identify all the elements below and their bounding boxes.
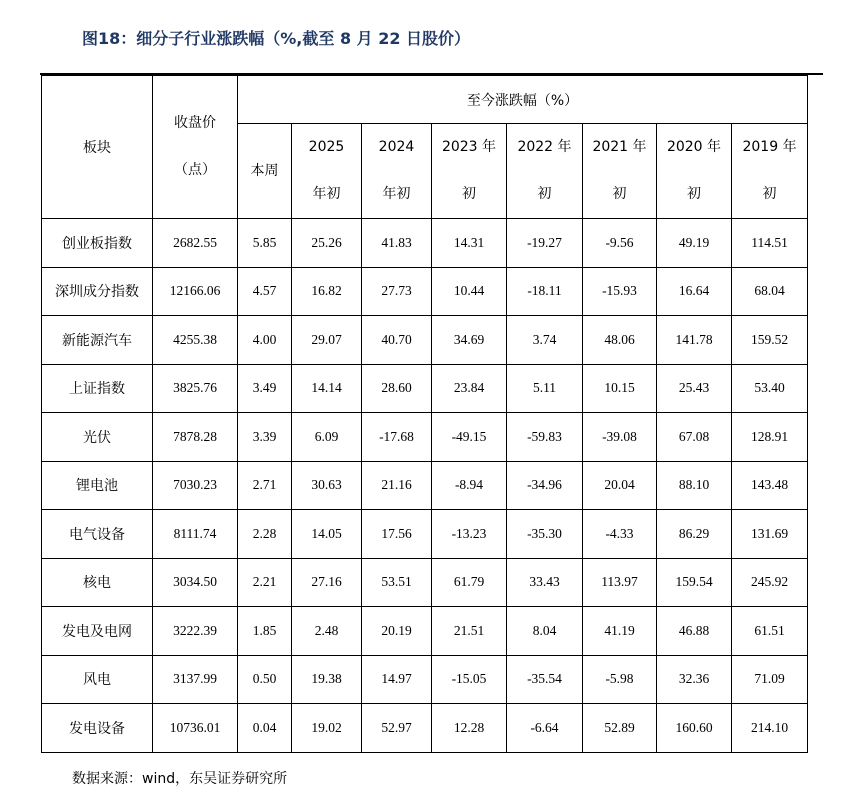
change-value: 41.83 xyxy=(362,219,432,268)
sector-performance-table xyxy=(41,75,808,753)
header-close-line2: （点） xyxy=(174,162,216,178)
change-value: 40.70 xyxy=(362,316,432,365)
change-value: 4.57 xyxy=(238,267,292,316)
header-period-4 xyxy=(507,124,583,219)
header-period-line2: 初 xyxy=(612,186,627,202)
table-row xyxy=(42,607,808,656)
header-close-line1: 收盘价 xyxy=(174,115,216,131)
change-value: 23.84 xyxy=(432,364,507,413)
table-row xyxy=(42,510,808,559)
change-value: 6.09 xyxy=(292,413,362,462)
header-period-3 xyxy=(432,124,507,219)
header-period-line1: 2025 xyxy=(308,139,345,155)
header-period-line1: 2019 年 xyxy=(742,139,797,155)
sector-name: 新能源汽车 xyxy=(42,316,153,365)
close-value: 12166.06 xyxy=(153,267,238,316)
change-value: 17.56 xyxy=(362,510,432,559)
change-value: 128.91 xyxy=(732,413,808,462)
change-value: 113.97 xyxy=(583,558,657,607)
sector-name: 上证指数 xyxy=(42,364,153,413)
close-value: 3825.76 xyxy=(153,364,238,413)
change-value: -39.08 xyxy=(583,413,657,462)
change-value: 159.52 xyxy=(732,316,808,365)
header-period-5 xyxy=(583,124,657,219)
change-value: -15.05 xyxy=(432,655,507,704)
change-value: -6.64 xyxy=(507,704,583,753)
change-value: 10.44 xyxy=(432,267,507,316)
change-value: -13.23 xyxy=(432,510,507,559)
close-value: 3137.99 xyxy=(153,655,238,704)
change-value: 5.11 xyxy=(507,364,583,413)
header-period-2 xyxy=(362,124,432,219)
change-value: 3.39 xyxy=(238,413,292,462)
change-value: 86.29 xyxy=(657,510,732,559)
change-value: 41.19 xyxy=(583,607,657,656)
close-value: 3034.50 xyxy=(153,558,238,607)
change-value: 67.08 xyxy=(657,413,732,462)
change-value: 10.15 xyxy=(583,364,657,413)
header-period-line1: 本周 xyxy=(250,163,279,179)
header-period-line2: 初 xyxy=(462,186,476,202)
sector-name: 发电及电网 xyxy=(42,607,153,656)
change-value: 143.48 xyxy=(732,461,808,510)
sector-name: 创业板指数 xyxy=(42,219,153,268)
change-value: 16.82 xyxy=(292,267,362,316)
change-value: 8.04 xyxy=(507,607,583,656)
change-value: 12.28 xyxy=(432,704,507,753)
sector-name: 电气设备 xyxy=(42,510,153,559)
change-value: 46.88 xyxy=(657,607,732,656)
table-row xyxy=(42,316,808,365)
close-value: 4255.38 xyxy=(153,316,238,365)
change-value: 21.51 xyxy=(432,607,507,656)
source-note: 数据来源：wind，东吴证券研究所 xyxy=(72,771,288,787)
change-value: 20.04 xyxy=(583,461,657,510)
change-value: -49.15 xyxy=(432,413,507,462)
change-value: 19.38 xyxy=(292,655,362,704)
header-period-line2: 初 xyxy=(537,186,552,202)
table-row xyxy=(42,219,808,268)
change-value: 131.69 xyxy=(732,510,808,559)
change-value: 2.48 xyxy=(292,607,362,656)
change-value: 53.51 xyxy=(362,558,432,607)
change-value: 21.16 xyxy=(362,461,432,510)
change-value: 159.54 xyxy=(657,558,732,607)
change-value: 245.92 xyxy=(732,558,808,607)
change-value: 49.19 xyxy=(657,219,732,268)
header-period-line2: 年初 xyxy=(312,186,341,202)
change-value: 114.51 xyxy=(732,219,808,268)
change-value: 141.78 xyxy=(657,316,732,365)
change-value: 19.02 xyxy=(292,704,362,753)
change-value: 160.60 xyxy=(657,704,732,753)
change-value: 14.05 xyxy=(292,510,362,559)
change-value: 61.79 xyxy=(432,558,507,607)
change-value: 20.19 xyxy=(362,607,432,656)
change-value: -34.96 xyxy=(507,461,583,510)
table-row xyxy=(42,461,808,510)
change-value: 52.89 xyxy=(583,704,657,753)
figure-title: 图18：细分子行业涨跌幅（%,截至 8 月 22 日股价） xyxy=(82,29,471,48)
change-value: 34.69 xyxy=(432,316,507,365)
change-value: 48.06 xyxy=(583,316,657,365)
change-value: 0.50 xyxy=(238,655,292,704)
sector-name: 锂电池 xyxy=(42,461,153,510)
change-value: 28.60 xyxy=(362,364,432,413)
change-value: 214.10 xyxy=(732,704,808,753)
header-period-line2: 初 xyxy=(762,186,777,202)
header-period-6 xyxy=(657,124,732,219)
sector-name: 光伏 xyxy=(42,413,153,462)
header-period-line2: 初 xyxy=(687,186,701,202)
table-row xyxy=(42,655,808,704)
header-period-line1: 2020 年 xyxy=(666,139,722,155)
change-value: 2.71 xyxy=(238,461,292,510)
change-value: -19.27 xyxy=(507,219,583,268)
change-value: 14.31 xyxy=(432,219,507,268)
change-value: 3.74 xyxy=(507,316,583,365)
close-value: 7030.23 xyxy=(153,461,238,510)
change-value: 3.49 xyxy=(238,364,292,413)
change-value: 1.85 xyxy=(238,607,292,656)
table-row xyxy=(42,413,808,462)
header-period-line1: 2022 年 xyxy=(517,139,572,155)
close-value: 7878.28 xyxy=(153,413,238,462)
change-value: 52.97 xyxy=(362,704,432,753)
table-row xyxy=(42,267,808,316)
change-value: 71.09 xyxy=(732,655,808,704)
change-value: -5.98 xyxy=(583,655,657,704)
header-period-line1: 2024 xyxy=(378,139,415,155)
close-value: 3222.39 xyxy=(153,607,238,656)
change-value: 2.21 xyxy=(238,558,292,607)
header-sector: 板块 xyxy=(42,76,153,219)
change-value: 25.26 xyxy=(292,219,362,268)
header-period-7 xyxy=(732,124,808,219)
change-value: -35.54 xyxy=(507,655,583,704)
change-value: 53.40 xyxy=(732,364,808,413)
change-value: 32.36 xyxy=(657,655,732,704)
change-value: 27.73 xyxy=(362,267,432,316)
header-period-1 xyxy=(292,124,362,219)
change-value: 5.85 xyxy=(238,219,292,268)
change-value: 14.97 xyxy=(362,655,432,704)
header-period-line2: 年初 xyxy=(382,186,411,202)
sector-name: 核电 xyxy=(42,558,153,607)
change-value: -15.93 xyxy=(583,267,657,316)
table-row xyxy=(42,704,808,753)
change-value: 30.63 xyxy=(292,461,362,510)
change-value: 29.07 xyxy=(292,316,362,365)
change-value: 0.04 xyxy=(238,704,292,753)
header-close xyxy=(153,76,238,219)
change-value: -9.56 xyxy=(583,219,657,268)
close-value: 10736.01 xyxy=(153,704,238,753)
change-value: -59.83 xyxy=(507,413,583,462)
change-value: 27.16 xyxy=(292,558,362,607)
header-period-line1: 2023 年 xyxy=(441,139,497,155)
close-value: 8111.74 xyxy=(153,510,238,559)
sector-name: 深圳成分指数 xyxy=(42,267,153,316)
change-value: 14.14 xyxy=(292,364,362,413)
table-row xyxy=(42,558,808,607)
change-value: 68.04 xyxy=(732,267,808,316)
change-value: -8.94 xyxy=(432,461,507,510)
change-value: -4.33 xyxy=(583,510,657,559)
change-value: -18.11 xyxy=(507,267,583,316)
change-value: 2.28 xyxy=(238,510,292,559)
change-value: 16.64 xyxy=(657,267,732,316)
change-value: 88.10 xyxy=(657,461,732,510)
sector-name: 风电 xyxy=(42,655,153,704)
change-value: 33.43 xyxy=(507,558,583,607)
table-row xyxy=(42,364,808,413)
header-change-group: 至今涨跌幅（%） xyxy=(238,76,808,124)
change-value: 25.43 xyxy=(657,364,732,413)
close-value: 2682.55 xyxy=(153,219,238,268)
header-period-line1: 2021 年 xyxy=(592,139,647,155)
change-value: -17.68 xyxy=(362,413,432,462)
change-value: 61.51 xyxy=(732,607,808,656)
change-value: 4.00 xyxy=(238,316,292,365)
header-period-0 xyxy=(238,124,292,219)
sector-name: 发电设备 xyxy=(42,704,153,753)
change-value: -35.30 xyxy=(507,510,583,559)
